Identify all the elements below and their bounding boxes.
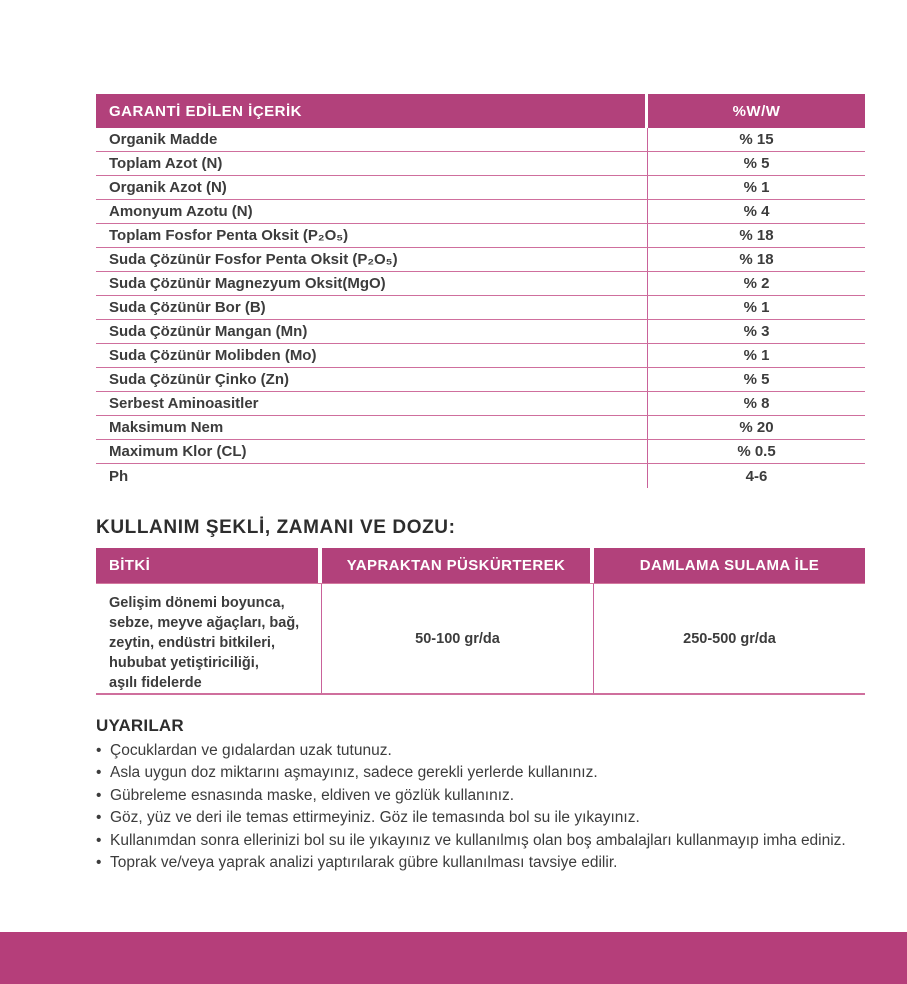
table-row xyxy=(96,224,865,248)
row-label: Toplam Azot (N) xyxy=(96,152,648,175)
row-label: Maksimum Nem xyxy=(96,416,648,439)
warning-item xyxy=(96,762,865,784)
row-label: Organik Madde xyxy=(96,128,648,151)
row-label: Serbest Aminoasitler xyxy=(96,392,648,415)
table-row xyxy=(96,200,865,224)
warning-item xyxy=(96,807,865,829)
table-row xyxy=(96,176,865,200)
table-header-unit: %W/W xyxy=(648,94,865,128)
table-row xyxy=(96,320,865,344)
row-value: % 20 xyxy=(739,419,774,436)
row-value: % 18 xyxy=(739,251,774,268)
bullet-icon: • xyxy=(96,854,102,872)
row-value: % 1 xyxy=(743,347,770,364)
row-label: Maximum Klor (CL) xyxy=(96,440,648,463)
plant-description-line: Gelişim dönemi boyunca, xyxy=(109,595,285,611)
usage-header-plant: BİTKİ xyxy=(96,548,318,583)
row-value: % 3 xyxy=(743,323,770,340)
row-value: % 4 xyxy=(743,203,770,220)
row-label: Toplam Fosfor Penta Oksit (P₂O₅) xyxy=(96,224,648,247)
row-label: Suda Çözünür Magnezyum Oksit(MgO) xyxy=(96,272,648,295)
warnings-title: UYARILAR xyxy=(96,716,184,735)
table-row xyxy=(96,248,865,272)
warning-text: Çocuklardan ve gıdalardan uzak tutunuz. xyxy=(110,742,392,759)
warning-list xyxy=(96,740,865,874)
usage-header-foliar: YAPRAKTAN PÜSKÜRTEREK xyxy=(322,548,590,583)
row-value: % 5 xyxy=(743,371,770,388)
row-label: Suda Çözünür Mangan (Mn) xyxy=(96,320,648,343)
table-row xyxy=(96,368,865,392)
plant-description-line: hububat yetiştiriciliği, xyxy=(109,655,259,671)
row-label: Suda Çözünür Fosfor Penta Oksit (P₂O₅) xyxy=(96,248,648,271)
warning-text: Toprak ve/veya yaprak analizi yaptırılarak gübre kullanılması tavsiye edilir. xyxy=(110,854,618,872)
usage-table-header xyxy=(96,548,865,583)
usage-table-body xyxy=(96,583,865,695)
bullet-icon: • xyxy=(96,742,102,759)
warning-item xyxy=(96,785,865,807)
row-label: Suda Çözünür Molibden (Mo) xyxy=(96,344,648,367)
warning-text: Kullanımdan sonra ellerinizi bol su ile yıkayınız ve kullanılmış olan boş ambalajları kullanmayıp imha ediniz. xyxy=(110,831,846,849)
page-content xyxy=(96,94,865,874)
bottom-accent-bar xyxy=(0,932,907,984)
drip-dose-cell: 250-500 gr/da xyxy=(683,630,776,647)
row-value: % 15 xyxy=(739,131,774,148)
warning-item xyxy=(96,740,865,762)
plant-description-line: aşılı fidelerde xyxy=(109,675,202,691)
warning-item xyxy=(96,830,865,852)
table-row xyxy=(96,392,865,416)
row-label: Ph xyxy=(96,464,648,488)
warning-text: Gübreleme esnasında maske, eldiven ve gözlük kullanınız. xyxy=(110,786,515,804)
row-value: % 5 xyxy=(743,155,770,172)
row-value: % 1 xyxy=(743,179,770,196)
table-row xyxy=(96,128,865,152)
plant-description-cell xyxy=(96,584,322,693)
table-row xyxy=(96,440,865,464)
row-value: % 0.5 xyxy=(737,443,776,460)
usage-section-title: KULLANIM ŞEKLİ, ZAMANI VE DOZU: xyxy=(96,517,456,538)
warning-item xyxy=(96,852,865,874)
table-row xyxy=(96,296,865,320)
guaranteed-content-table-header xyxy=(96,94,865,128)
warnings-section xyxy=(96,716,865,874)
row-label: Suda Çözünür Çinko (Zn) xyxy=(96,368,648,391)
table-header-label: GARANTİ EDİLEN İÇERİK xyxy=(96,94,645,128)
table-row xyxy=(96,416,865,440)
row-value: % 1 xyxy=(743,299,770,316)
bullet-icon: • xyxy=(96,809,102,827)
row-label: Amonyum Azotu (N) xyxy=(96,200,648,223)
row-label: Suda Çözünür Bor (B) xyxy=(96,296,648,319)
bullet-icon: • xyxy=(96,764,102,782)
usage-table xyxy=(96,548,865,695)
table-row xyxy=(96,152,865,176)
row-value: % 2 xyxy=(743,275,770,292)
row-value: 4-6 xyxy=(745,467,768,485)
row-value: % 8 xyxy=(743,395,770,412)
warning-text: Göz, yüz ve deri ile temas ettirmeyiniz. Göz ile temasında bol su ile yıkayınız. xyxy=(110,809,640,827)
foliar-dose-cell: 50-100 gr/da xyxy=(322,584,594,693)
plant-description-line: sebze, meyve ağaçları, bağ, xyxy=(109,615,300,631)
bullet-icon: • xyxy=(96,831,102,849)
row-label: Organik Azot (N) xyxy=(96,176,648,199)
plant-description-line: zeytin, endüstri bitkileri, xyxy=(109,635,275,651)
row-value: % 18 xyxy=(739,227,774,244)
warning-text: Asla uygun doz miktarını aşmayınız, sadece gerekli yerlerde kullanınız. xyxy=(110,764,598,782)
table-row xyxy=(96,464,865,488)
usage-header-drip: DAMLAMA SULAMA İLE xyxy=(594,548,865,583)
guaranteed-content-table xyxy=(96,94,865,488)
bullet-icon: • xyxy=(96,786,102,804)
table-row xyxy=(96,344,865,368)
table-row xyxy=(96,272,865,296)
